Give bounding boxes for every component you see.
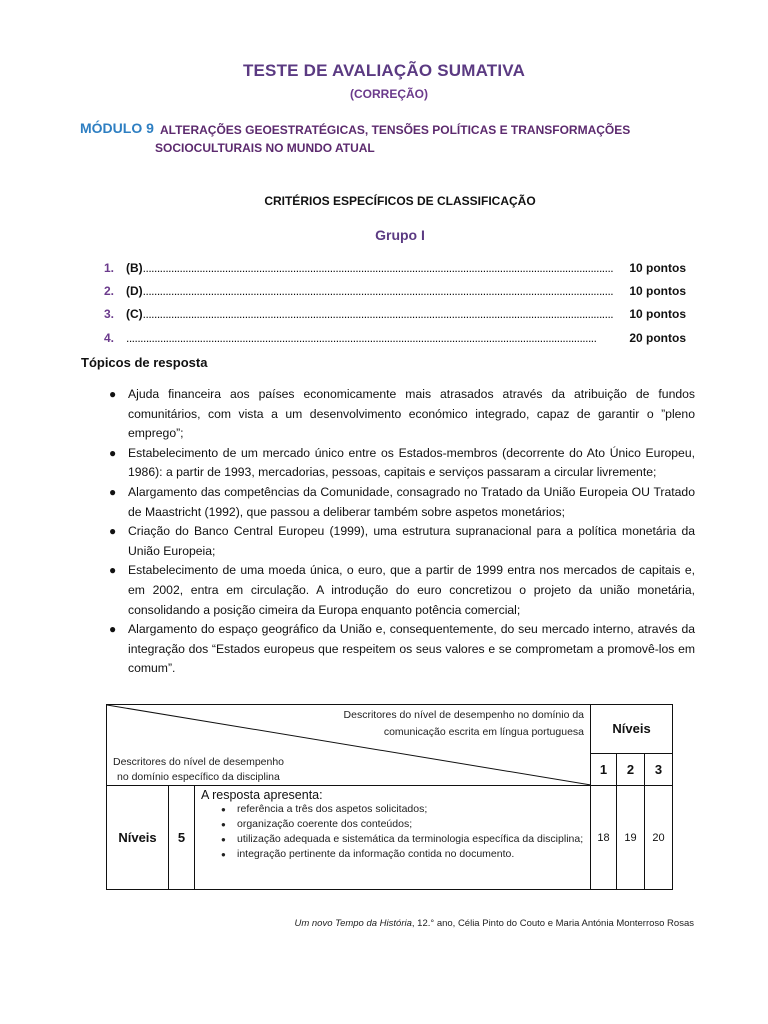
source-footer [294, 918, 694, 929]
topico-text: Estabelecimento de um mercado único entre os Estados-membros (decorrente do Ato Único Europeu, 1986): a partir de 1993, mercadorias, pessoas, capitais e serviços passaram a circular livremente; [128, 445, 695, 480]
level-header: 2 [617, 753, 645, 785]
answer-row [104, 284, 686, 302]
diag-bottom-line2: no domínio específico da disciplina [117, 771, 280, 783]
leader-dots: ...................................................................................................................................................................... [126, 331, 597, 345]
leader-dots: ...................................................................................................................................................................... [142, 307, 614, 321]
answer-number: 3. [104, 307, 115, 321]
list-item [109, 522, 695, 561]
book-title: Um novo Tempo da História [294, 918, 412, 929]
topico-text: Alargamento do espaço geográfico da União e, consequentemente, do seu mercado interno, através da integração dos “Estados europeus que respeitem os seus valores e se comprometam a promovê-los em comum”. [128, 622, 695, 676]
answer-points: 10 pontos [629, 307, 686, 321]
score-cell: 20 [645, 786, 673, 890]
criterios-heading: CRITÉRIOS ESPECÍFICOS DE CLASSIFICAÇÃO [264, 194, 536, 208]
diag-bottom-line1: Descritores do nível de desempenho [113, 756, 285, 768]
row-label: Níveis [107, 786, 169, 890]
answer-row [104, 307, 686, 325]
topico-text: Alargamento das competências da Comunidade, consagrado no Tratado da União Europeia OU Tratado de Maastricht (1992), que passou a deliberar também sobre aspetos monetários; [128, 484, 695, 519]
topicos-heading: Tópicos de resposta [81, 355, 208, 370]
answer-points: 10 pontos [629, 261, 686, 275]
answer-option: (B) [126, 261, 143, 275]
descriptors-table [106, 704, 673, 890]
list-item: ● integração pertinente da informação contida no documento. [223, 847, 586, 862]
list-item [109, 620, 695, 679]
level-header: 1 [591, 753, 617, 785]
answer-option: (D) [126, 284, 143, 298]
list-item [109, 561, 695, 620]
score-cell: 19 [617, 786, 645, 890]
descriptor-list [201, 802, 586, 862]
grupo-heading: Grupo I [375, 227, 425, 243]
niveis-header: Níveis [591, 705, 673, 754]
bullet-icon: ● [109, 524, 117, 539]
topicos-list [109, 385, 695, 679]
answer-row [104, 261, 686, 279]
bullet-icon: ● [109, 484, 117, 499]
list-item: ● organização coerente dos conteúdos; [223, 817, 586, 832]
source-rest: , 12.° ano, Célia Pinto do Couto e Maria Antónia Monterroso Rosas [411, 918, 694, 929]
modulo-label: MÓDULO 9 [80, 120, 154, 136]
diag-top-text: Descritores do nível de desempenho no domínio da comunicação escrita em língua portuguesa [343, 709, 585, 738]
answer-number: 2. [104, 284, 115, 298]
answer-number: 1. [104, 261, 115, 275]
leader-dots: ...................................................................................................................................................................... [142, 284, 614, 298]
diagonal-header-cell [107, 705, 591, 786]
answer-option: (C) [126, 307, 143, 321]
list-item [109, 444, 695, 483]
descriptor-head: A resposta apresenta: [201, 788, 323, 802]
topico-text: Estabelecimento de uma moeda única, o euro, que a partir de 1999 entra nos mercados de capitais e, em 2002, entra em circulação. A introdução do euro concretizou o projeto da união monetária, consolidando a posição cimeira da Europa enquanto potência comercial; [128, 563, 695, 617]
topico-text: Criação do Banco Central Europeu (1999), uma estrutura supranacional para a política monetária da União Europeia; [128, 524, 695, 558]
list-item [109, 385, 695, 444]
leader-dots: ...................................................................................................................................................................... [142, 261, 614, 275]
bullet-icon: ● [109, 445, 117, 460]
document-subtitle: (CORREÇÃO) [350, 87, 428, 101]
modulo-title-line1: ALTERAÇÕES GEOESTRATÉGICAS, TENSÕES POLÍTICAS E TRANSFORMAÇÕES [160, 123, 631, 137]
descriptor-content [195, 786, 591, 890]
document-title: TESTE DE AVALIAÇÃO SUMATIVA [242, 61, 526, 80]
answer-points: 20 pontos [629, 331, 686, 345]
bullet-icon: ● [109, 387, 117, 401]
list-item [109, 483, 695, 522]
list-item: ● utilização adequada e sistemática da terminologia específica da disciplina; [223, 832, 586, 847]
row-level: 5 [169, 786, 195, 890]
topico-text: Ajuda financeira aos países economicamente mais atrasados através da atribuição de fundos comunitários, com vista a um desenvolvimento económico integrado, capaz de garantir o ”pleno emprego”; [128, 387, 695, 441]
bullet-icon: ● [109, 563, 117, 578]
answer-row [104, 331, 686, 349]
list-item: ● referência a três dos aspetos solicitados; [223, 802, 586, 817]
score-cell: 18 [591, 786, 617, 890]
level-header: 3 [645, 753, 673, 785]
bullet-icon: ● [109, 622, 117, 637]
diag-bottom-text [113, 755, 284, 785]
answer-number: 4. [104, 331, 115, 345]
modulo-title-line2: SOCIOCULTURAIS NO MUNDO ATUAL [155, 141, 375, 155]
answer-points: 10 pontos [629, 284, 686, 298]
